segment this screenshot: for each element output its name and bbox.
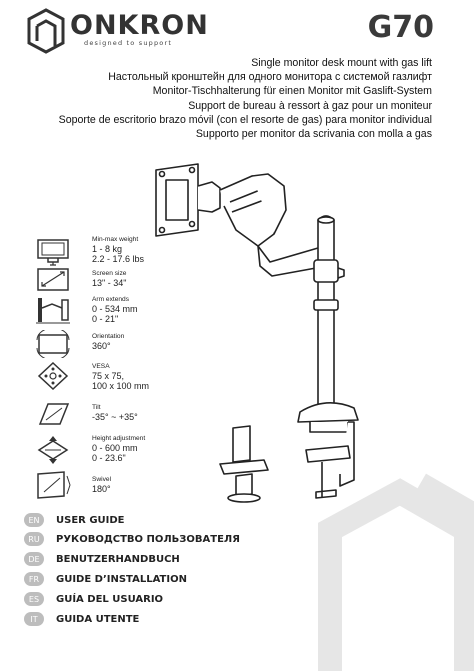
guide-title-en: USER GUIDE bbox=[56, 514, 125, 526]
spec-value: 0 - 600 mm bbox=[92, 443, 138, 453]
title-es: Soporte de escritorio brazo móvil (con el resorte de gas) para monitor individual bbox=[58, 113, 432, 126]
watermark-logo-icon bbox=[300, 470, 474, 671]
guide-row-ru[interactable] bbox=[24, 531, 240, 547]
spec-label: Min-max weight bbox=[92, 236, 139, 243]
spec-screen-size bbox=[92, 270, 126, 288]
spec-label: Swivel bbox=[92, 476, 112, 483]
guide-row-it[interactable] bbox=[24, 611, 139, 627]
guide-title-es: GUÍA DEL USUARIO bbox=[56, 593, 164, 605]
spec-orientation bbox=[92, 333, 124, 351]
spec-value: 360° bbox=[92, 341, 111, 351]
spec-label: VESA bbox=[92, 363, 110, 370]
title-ru: Настольный кронштейн для одного монитора с системой газлифт bbox=[108, 71, 432, 84]
lang-badge-de: DE bbox=[24, 552, 44, 566]
guide-row-fr[interactable] bbox=[24, 571, 187, 587]
spec-height-adjustment bbox=[92, 435, 145, 463]
spec-swivel bbox=[92, 476, 111, 494]
screen-size-icon bbox=[34, 266, 72, 294]
tilt-icon bbox=[34, 400, 72, 428]
spec-value: 100 x 100 mm bbox=[92, 381, 150, 391]
title-fr: Support de bureau à ressort à gaz pour un moniteur bbox=[188, 99, 432, 112]
spec-label: Screen size bbox=[92, 270, 127, 277]
guide-row-es[interactable] bbox=[24, 591, 163, 607]
guide-title-ru: РУКОВОДСТВО ПОЛЬЗОВАТЕЛЯ bbox=[56, 533, 240, 545]
brand-name: ONKRON bbox=[70, 10, 209, 41]
spec-value: 0 - 23.6" bbox=[92, 453, 126, 463]
monitor-arm-illustration bbox=[140, 150, 380, 512]
brand-tagline: designed to support bbox=[84, 39, 173, 47]
spec-value: -35° ~ +35° bbox=[92, 412, 138, 422]
onkron-logo-icon bbox=[26, 8, 66, 54]
spec-label: Arm extends bbox=[92, 296, 130, 303]
model-number: G70 bbox=[367, 10, 434, 45]
arm-extends-icon bbox=[34, 296, 72, 324]
lang-badge-ru: RU bbox=[24, 532, 44, 546]
spec-value: 13" - 34" bbox=[92, 278, 127, 288]
orientation-icon bbox=[34, 330, 72, 358]
spec-value: 1 - 8 kg bbox=[92, 244, 123, 254]
spec-label: Height adjustment bbox=[92, 435, 146, 442]
guide-row-de[interactable] bbox=[24, 551, 180, 567]
title-de: Monitor-Tischhalterung für einen Monitor mit Gaslift-System bbox=[152, 85, 432, 98]
spec-value: 2.2 - 17.6 lbs bbox=[92, 254, 145, 264]
title-it: Supporto per monitor da scrivania con molla a gas bbox=[195, 128, 432, 141]
guide-title-it: GUIDA UTENTE bbox=[56, 613, 140, 625]
product-titles bbox=[59, 56, 432, 141]
vesa-icon bbox=[34, 362, 72, 390]
lang-badge-es: ES bbox=[24, 592, 44, 606]
height-adjustment-icon bbox=[34, 436, 72, 464]
guide-title-fr: GUIDE D’INSTALLATION bbox=[56, 573, 187, 585]
spec-value: 180° bbox=[92, 484, 111, 494]
lang-badge-fr: FR bbox=[24, 572, 44, 586]
title-en: Single monitor desk mount with gas lift bbox=[251, 57, 432, 69]
weight-icon bbox=[34, 238, 72, 266]
lang-badge-it: IT bbox=[24, 612, 44, 626]
spec-value: 75 x 75, bbox=[92, 371, 125, 381]
spec-value: 0 - 21" bbox=[92, 314, 119, 324]
spec-value: 0 - 534 mm bbox=[92, 304, 138, 314]
swivel-icon bbox=[34, 470, 72, 500]
spec-label: Orientation bbox=[92, 333, 125, 340]
guide-row-en[interactable] bbox=[24, 512, 125, 528]
spec-arm-extends bbox=[92, 296, 138, 324]
spec-weight bbox=[92, 236, 144, 264]
lang-badge-en: EN bbox=[24, 513, 44, 527]
guide-title-de: BENUTZERHANDBUCH bbox=[56, 553, 180, 565]
spec-tilt bbox=[92, 404, 138, 422]
spec-label: Tilt bbox=[92, 404, 101, 411]
